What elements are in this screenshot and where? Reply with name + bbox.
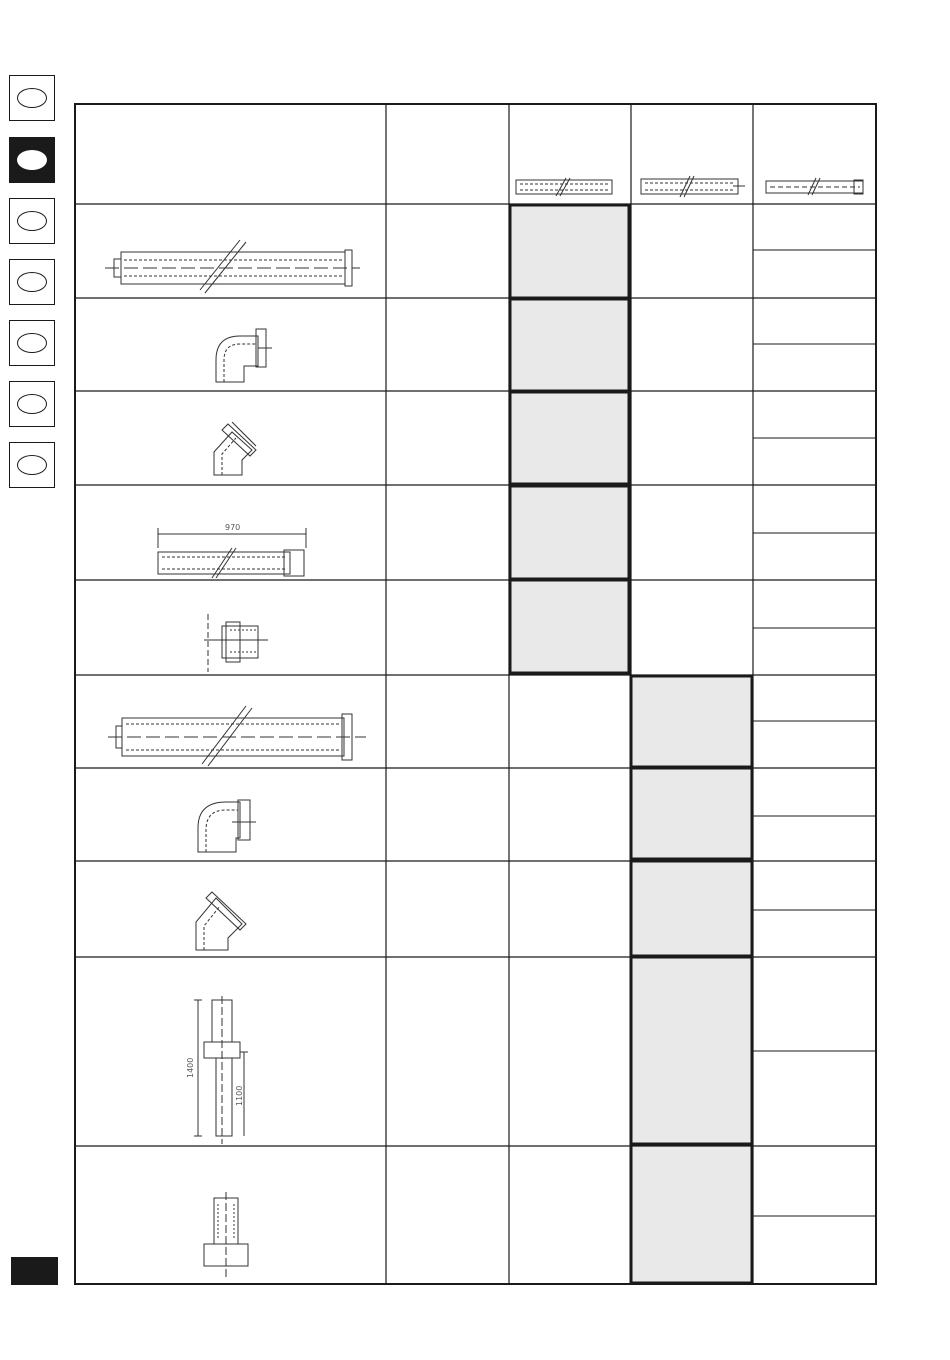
straight-pipe-drawing — [105, 240, 360, 293]
shaded-cell — [510, 486, 629, 579]
extension-970-drawing — [158, 528, 306, 578]
shaded-cell — [510, 299, 629, 391]
straight-pipe-large-drawing — [108, 706, 366, 766]
shaded-cell — [510, 205, 629, 298]
elbow-90-drawing — [216, 329, 272, 382]
vertical-terminal-1400-drawing — [194, 996, 248, 1144]
dimension-1100-label: 1100 — [235, 1085, 244, 1106]
shaded-cell — [510, 580, 629, 673]
header-pipe-icon-1 — [516, 178, 612, 196]
elbow-45-drawing — [214, 422, 256, 475]
table-grid — [75, 104, 876, 1284]
header-pipe-icon-3 — [766, 178, 863, 195]
shaded-cell — [631, 957, 752, 1144]
dimension-1400-label: 1400 — [186, 1057, 195, 1078]
header-pipe-icon-2 — [641, 176, 745, 197]
dimension-970-label: 970 — [225, 523, 241, 532]
shaded-cell — [510, 392, 629, 484]
shaded-cell — [631, 1145, 752, 1283]
elbow-45-large-drawing — [196, 892, 246, 950]
vertical-terminal-short-drawing — [204, 1192, 248, 1278]
flange-adapter-drawing — [204, 614, 268, 672]
elbow-90-large-drawing — [198, 800, 256, 852]
shaded-cell — [631, 768, 752, 859]
shaded-cell — [631, 861, 752, 956]
shaded-cell — [631, 676, 752, 767]
